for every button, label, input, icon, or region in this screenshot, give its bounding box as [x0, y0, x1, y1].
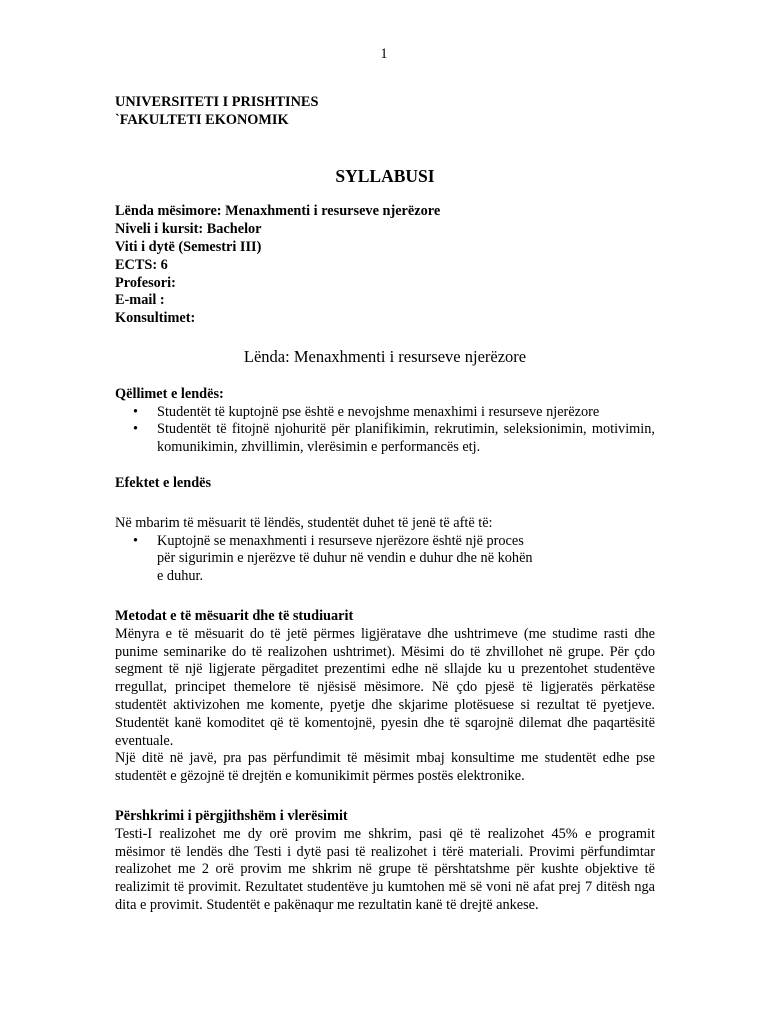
methods-paragraph: Mënyra e të mësuarit do të jetë përmes ligjëratave dhe ushtrimeve (me studime rasti dhe punime seminarike do të realizohen ushtrimet). Mësimi do të zhvillohet në grupe. Për çdo segment të një ligjerate përgaditet prezentimi edhe në sllajde ku u prezentohet studentëve rregullat, principet themelore të njësisë mësimore. Në çdo pjesë të ligjeratës përkatëse studentët aktivizohen me komente, pyetje dhe skjarime plotësuese si rezultat të pyetjeve. Studentët kanë komoditet që të komentojnë, pyesin dhe të sqarojnë dilemat dhe paqartësitë eventuale.: [115, 625, 655, 749]
list-item-text: Kuptojnë se menaxhmenti i resurseve njerëzore është një proces për sigurimin e njerëzve të duhur në vendin e duhur dhe në kohën e duhur.: [157, 532, 533, 585]
document-title: SYLLABUSI: [335, 165, 435, 186]
list-item: [115, 404, 655, 422]
evaluation-heading: Përshkrimi i përgjithshëm i vlerësimit: [115, 807, 348, 824]
consultation-paragraph: Një ditë në javë, pra pas përfundimit të mësimit mbaj konsultime me studentët edhe pse studentët e gëzojnë të drejtën e komunikimit përmes postës elektronike.: [115, 750, 655, 785]
course-info: [115, 203, 655, 328]
list-item-text: Studentët të fitojnë njohuritë për planifikimin, rekrutimin, seleksionimin, motivimin, komunikimin, zhvillimin, vlerësimin e performancës etj.: [157, 421, 655, 456]
university-name: UNIVERSITETI I PRISHTINES: [115, 94, 319, 110]
faculty-name: `FAKULTETI EKONOMIK: [115, 111, 289, 128]
subject-heading: Lënda: Menaxhmenti i resurseve njerëzore: [243, 346, 527, 366]
course-info-level: Niveli i kursit: Bachelor: [115, 221, 262, 238]
goals-heading: Qëllimet e lendës:: [115, 385, 224, 402]
course-info-year: Viti i dytë (Semestri III): [115, 238, 262, 255]
bullet-icon: •: [133, 403, 139, 420]
effects-intro: Në mbarim të mësuarit të lëndës, studentët duhet të jenë të aftë të:: [115, 514, 493, 531]
bullet-icon: •: [133, 532, 139, 549]
course-info-subject: Lënda mësimore: Menaxhmenti i resurseve njerëzore: [115, 203, 441, 220]
list-item: [115, 533, 655, 586]
course-info-ects: ECTS: 6: [115, 256, 168, 273]
evaluation-paragraph: Testi-I realizohet me dy orë provim me shkrim, pasi që të realizohet 45% e programit mësimor të lendës dhe Testi i dytë pasi të realizohet i tërë materiali. Provimi përfundimtar realizohet me 2 orë provim me shkrim në grupe të përshtatshme për kushte objektive të realizimit të provimit. Rezultatet studentëve ju kumtohen më së voni në afat prej 7 ditësh nga dita e provimit. Studentët e pakënaqur me rezultatin kanë të drejtë ankese.: [115, 825, 655, 913]
bullet-icon: •: [133, 421, 139, 438]
document-body: [115, 94, 655, 915]
goals-list: [115, 404, 655, 457]
page-number: 1: [380, 46, 388, 62]
effects-list: [115, 533, 655, 586]
effects-heading: Efektet e lendës: [115, 474, 212, 491]
list-item: [115, 421, 655, 457]
methods-heading: Metodat e të mësuarit dhe të studiuarit: [115, 607, 354, 624]
course-info-consultations: Konsultimet:: [115, 310, 196, 327]
course-info-email: E-mail :: [115, 292, 165, 309]
list-item-text: Studentët të kuptojnë pse është e nevojshme menaxhimi i resurseve njerëzore: [157, 403, 600, 420]
course-info-professor: Profesori:: [115, 274, 176, 291]
